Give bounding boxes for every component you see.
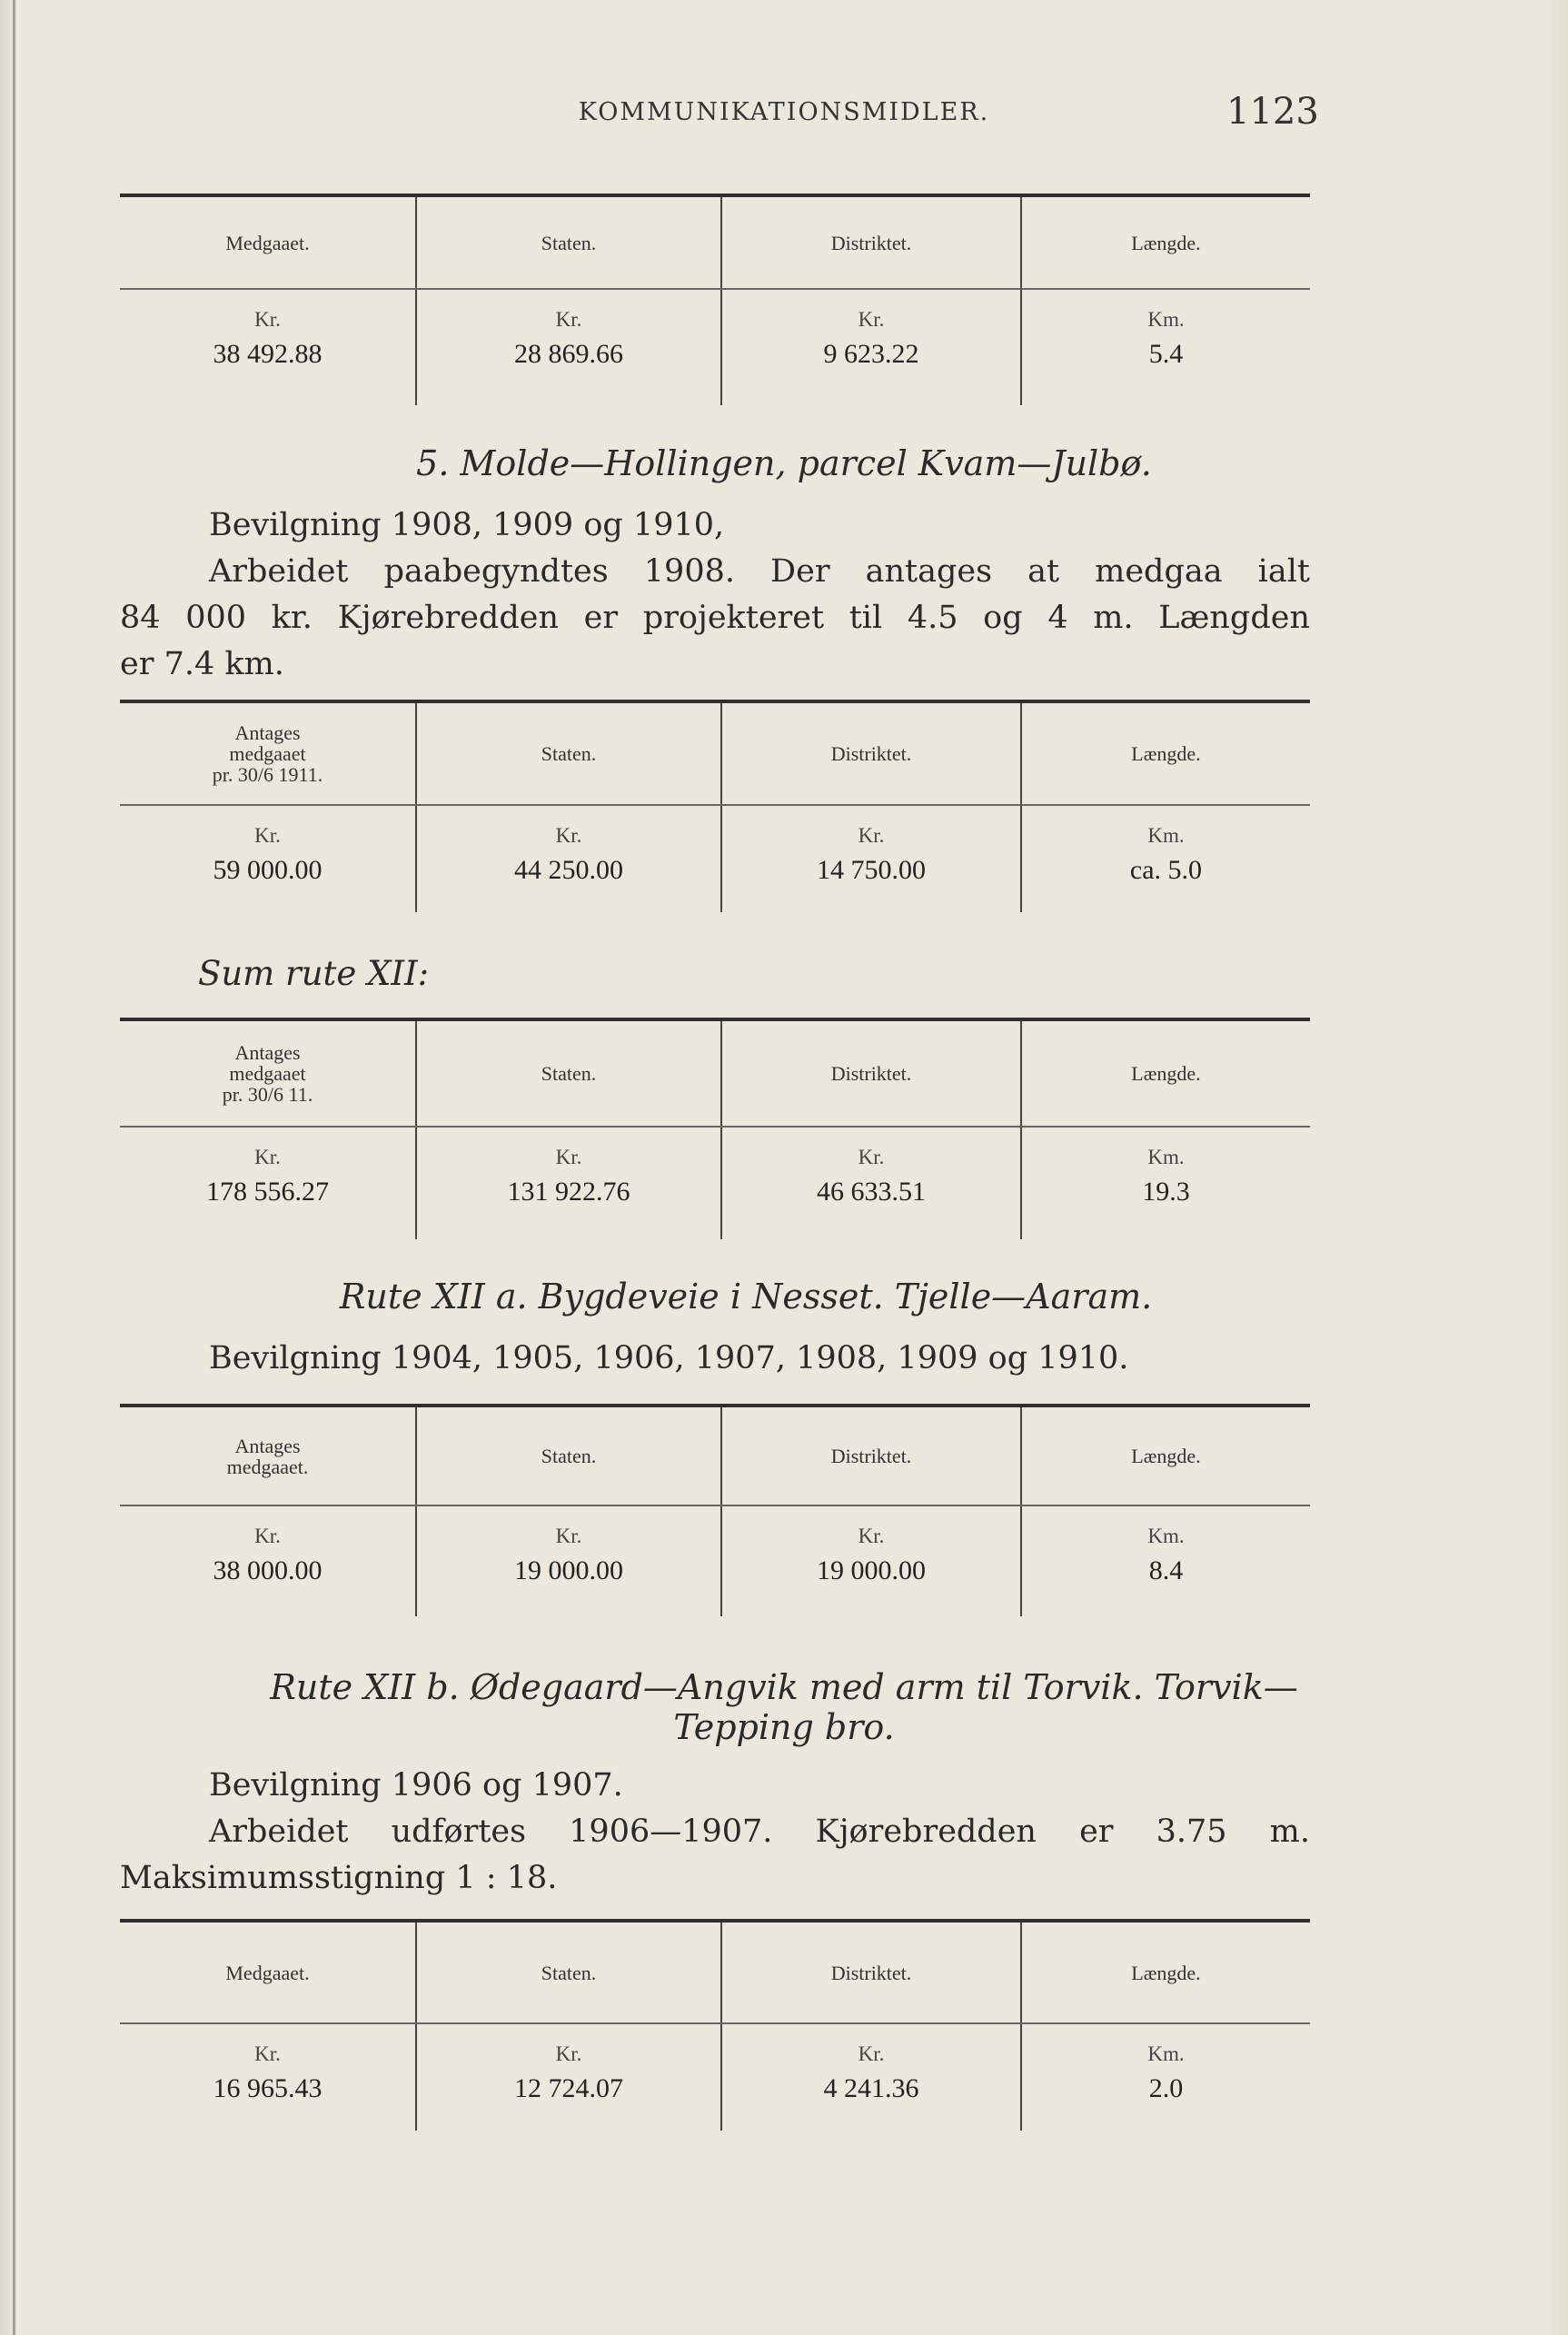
table-cell: Kr. 19 000.00 xyxy=(721,1505,1021,1616)
col-header: Længde. xyxy=(1021,195,1310,289)
table-medgaaet-1 xyxy=(120,194,1310,405)
col-header: Staten. xyxy=(416,1019,721,1127)
col-header: Længde. xyxy=(1021,701,1310,805)
col-header: Distriktet. xyxy=(721,1019,1021,1127)
sum-label: Sum rute XII: xyxy=(198,954,430,993)
table-cell: Kr. 28 869.66 xyxy=(416,289,721,405)
col-header-antages: Antages medgaaet pr. 30/6 11. xyxy=(120,1019,416,1127)
col-header: Medgaaet. xyxy=(120,195,416,289)
table-cell: Kr. 16 965.43 xyxy=(213,2042,323,2103)
table-cell: Km. 8.4 xyxy=(1021,1505,1310,1616)
col-header: Staten. xyxy=(416,195,721,289)
table-sum-3 xyxy=(120,1018,1310,1239)
col-header: Distriktet. xyxy=(721,701,1021,805)
running-header: KOMMUNIKATIONSMIDLER. xyxy=(578,98,990,126)
section-title: Rute XII a. Bygdeveie i Nesset. Tjelle—Aaram. xyxy=(339,1277,1153,1317)
section-title: 5. Molde—Hollingen, parcel Kvam—Julbø. xyxy=(416,443,1152,483)
col-header-antages: Antages medgaaet pr. 30/6 1911. xyxy=(120,701,416,805)
col-header: Distriktet. xyxy=(721,1406,1021,1505)
table-cell: Km. 5.4 xyxy=(1021,289,1310,405)
table-cell: Kr. 59 000.00 xyxy=(213,824,323,885)
table-medgaaet-5 xyxy=(120,1919,1310,2131)
table-cell: Kr. 44 250.00 xyxy=(416,805,721,912)
section-title: Rute XII b. Ødegaard—Angvik med arm til Torvik. Torvik— Tepping bro. xyxy=(270,1667,1298,1747)
col-header: Distriktet. xyxy=(721,1921,1021,2023)
table-cell: Kr. 38 492.88 xyxy=(213,308,323,369)
table-cell: Kr. 38 000.00 xyxy=(213,1525,323,1585)
page-number: 1123 xyxy=(1226,91,1319,133)
section-text: Bevilgning 1904, 1905, 1906, 1907, 1908, 1909 og 1910. xyxy=(209,1340,1129,1376)
col-header: Længde. xyxy=(1021,1406,1310,1505)
table-cell: Km. 2.0 xyxy=(1021,2023,1310,2131)
table-antages-4 xyxy=(120,1404,1310,1616)
table-cell: Kr. 131 922.76 xyxy=(416,1127,721,1239)
section-text: Bevilgning 1908, 1909 og 1910, Arbeidet paabegyndtes 1908. Der antages at medgaa ialt 84 000 kr. Kjørebredden er projekteret til 4.5 og 4 m. Længden er 7.4 km. xyxy=(120,507,1310,682)
col-header: Staten. xyxy=(416,701,721,805)
binding-edge xyxy=(13,0,15,2335)
table-cell: Kr. 9 623.22 xyxy=(721,289,1021,405)
col-header: Distriktet. xyxy=(721,195,1021,289)
table-cell: Kr. 14 750.00 xyxy=(721,805,1021,912)
col-header: Staten. xyxy=(416,1406,721,1505)
table-cell: Kr. 46 633.51 xyxy=(721,1127,1021,1239)
col-header: Medgaaet. xyxy=(120,1921,416,2023)
table-cell: Kr. 12 724.07 xyxy=(416,2023,721,2131)
table-cell: Km. ca. 5.0 xyxy=(1021,805,1310,912)
table-cell: Km. 19.3 xyxy=(1021,1127,1310,1239)
table-cell: Kr. 178 556.27 xyxy=(206,1146,329,1207)
table-antages-2 xyxy=(120,700,1310,912)
col-header: Staten. xyxy=(416,1921,721,2023)
table-cell: Kr. 19 000.00 xyxy=(416,1505,721,1616)
col-header: Længde. xyxy=(1021,1019,1310,1127)
table-cell: Kr. 4 241.36 xyxy=(721,2023,1021,2131)
section-text: Bevilgning 1906 og 1907. Arbeidet udførtes 1906—1907. Kjørebredden er 3.75 m. Maksimumsstigning 1 : 18. xyxy=(120,1767,1310,1896)
col-header: Længde. xyxy=(1021,1921,1310,2023)
col-header-antages: Antages medgaaet. xyxy=(120,1406,416,1505)
